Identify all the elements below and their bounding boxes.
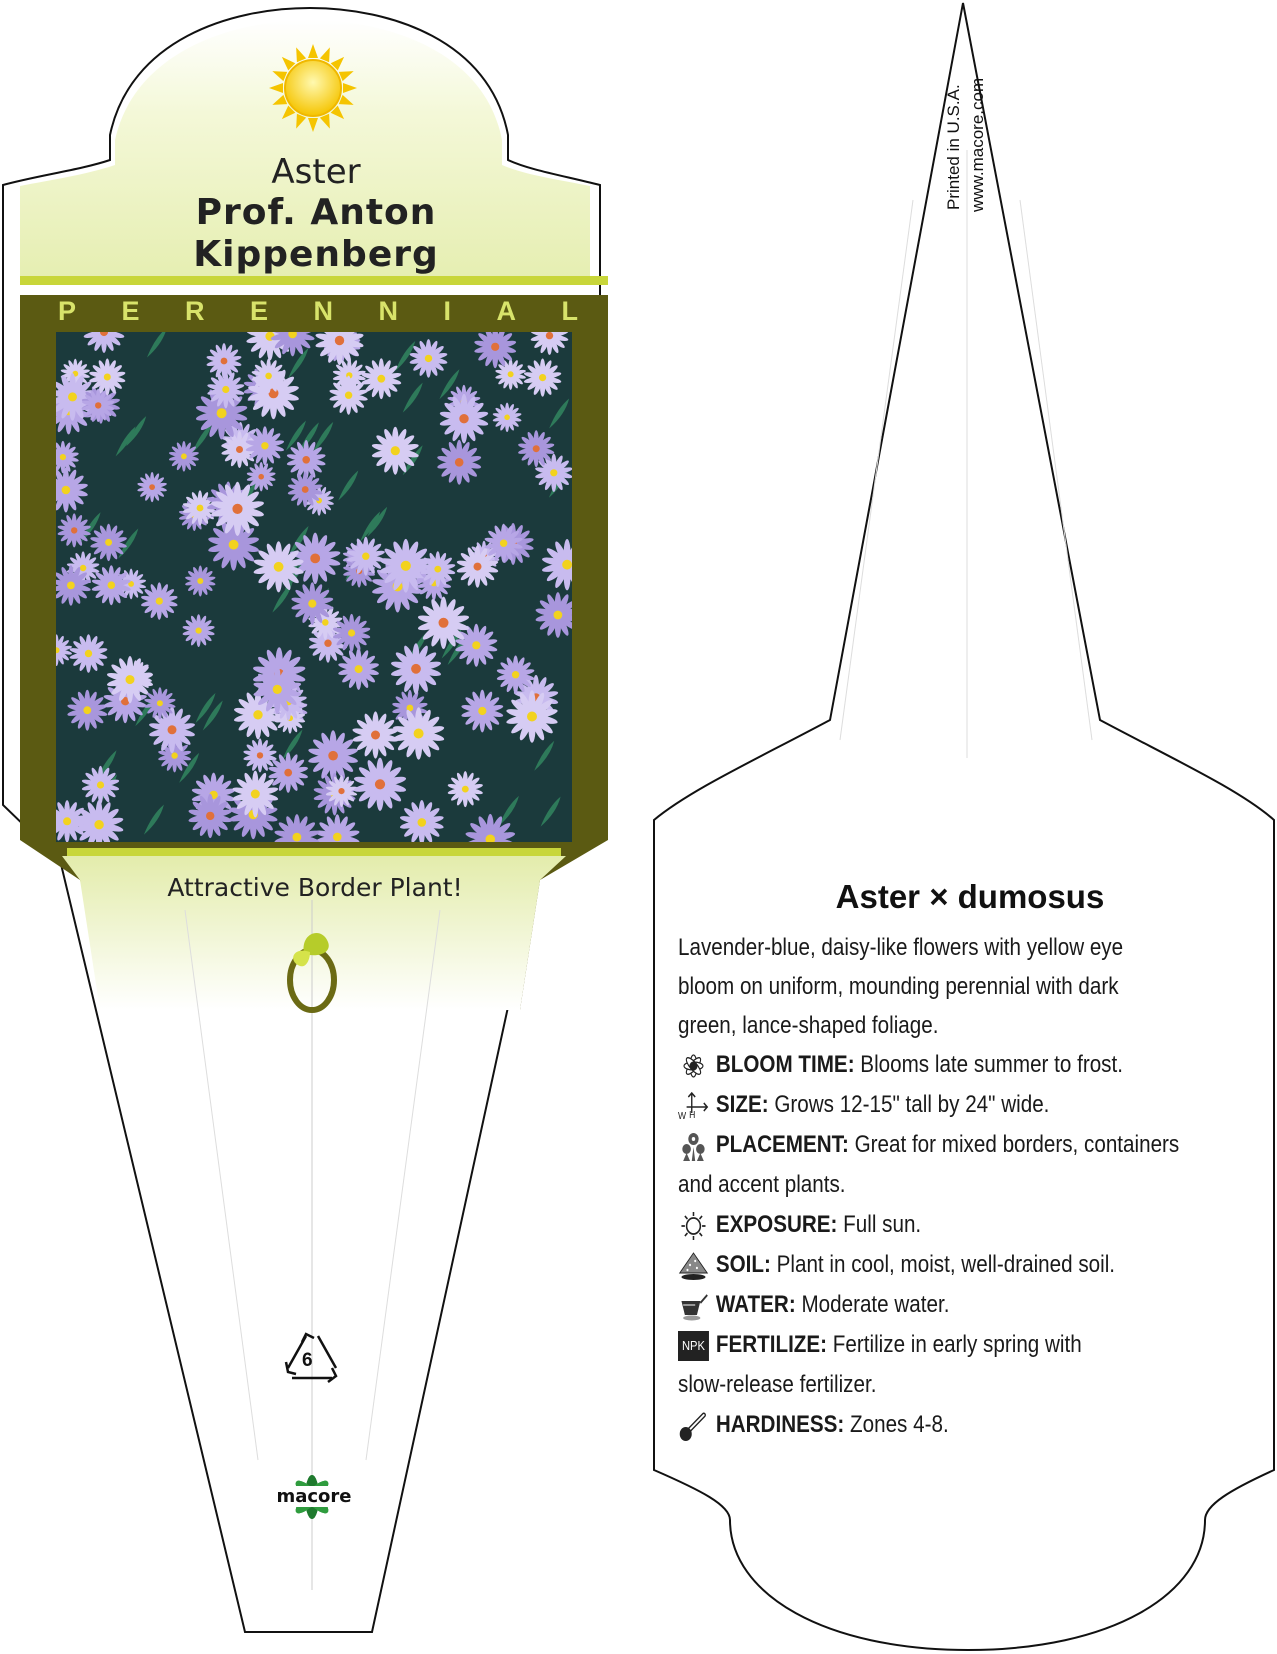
attr-hardiness [678,1405,1246,1445]
category-letter: E [249,296,268,326]
attr-soil [678,1245,1246,1285]
category-letter: I [443,296,451,326]
attr-text: Plant in cool, moist, well-drained soil. [776,1251,1116,1278]
category-letter: A [496,296,516,326]
size-icon-w: W [678,1110,687,1122]
attr-text-continued: slow-release fertilizer. [678,1371,877,1398]
sun-icon [678,1211,709,1241]
cultivar-line-2: Kippenberg [193,234,439,275]
attr-label: HARDINESS: [715,1411,845,1438]
category-letter: L [561,296,578,326]
size-icon-h: H [689,1109,696,1121]
tagline: Attractive Border Plant! [167,873,463,902]
attr-fertilize [678,1325,1246,1405]
attr-placement [678,1125,1246,1205]
full-sun-icon [269,44,357,132]
attr-label: EXPOSURE: [715,1211,838,1238]
attr-text: Blooms late summer to frost. [860,1051,1123,1078]
attr-text: Grows 12-15" tall by 24" wide. [774,1091,1050,1118]
category-letter: N [313,296,333,326]
watering-can-icon [678,1291,709,1321]
category-letter: E [121,296,140,326]
attr-text: Zones 4-8. [850,1411,949,1438]
genus-name: Aster [271,152,361,192]
category-letter: R [185,296,205,326]
size-icon [678,1091,709,1121]
scientific-name: Aster × dumosus [835,878,1105,915]
attr-label: SOIL: [715,1251,771,1278]
website: www.macore.com [968,77,987,212]
description-line: Lavender-blue, daisy-like flowers with yellow eye [678,934,1124,961]
attributes-list [678,1045,1246,1445]
attr-label: PLACEMENT: [715,1131,849,1158]
description-line: green, lance-shaped foliage. [678,1012,939,1039]
recycle-number: 6 [302,1350,313,1371]
attr-text: Great for mixed borders, containers [854,1131,1180,1158]
thermometer-icon [678,1411,709,1441]
category-letter: P [58,296,77,326]
attr-bloom-time [678,1045,1246,1085]
attr-water [678,1285,1246,1325]
cultivar-line-1: Prof. Anton [195,192,437,233]
attr-label: FERTILIZE: [715,1331,828,1358]
flower-icon [678,1051,709,1081]
attr-text: Fertilize in early spring with [832,1331,1082,1358]
npk-icon: NPK [678,1331,709,1361]
brand-logo-text: macore [274,1486,354,1507]
attr-text: Full sun. [843,1211,922,1238]
category-label [58,296,578,327]
printed-in-usa: Printed in U.S.A. [944,84,963,210]
attr-text-continued: and accent plants. [678,1171,846,1198]
soil-icon [678,1251,709,1281]
attr-text: Moderate water. [801,1291,950,1318]
attr-label: BLOOM TIME: [715,1051,855,1078]
attr-label: SIZE: [715,1091,769,1118]
attr-size [678,1085,1246,1125]
category-letter: N [378,296,398,326]
aster-flowers-photo [41,311,593,864]
description-line: bloom on uniform, mounding perennial with dark [678,973,1119,1000]
description [678,928,1228,1045]
attr-exposure [678,1205,1246,1245]
attr-label: WATER: [715,1291,796,1318]
